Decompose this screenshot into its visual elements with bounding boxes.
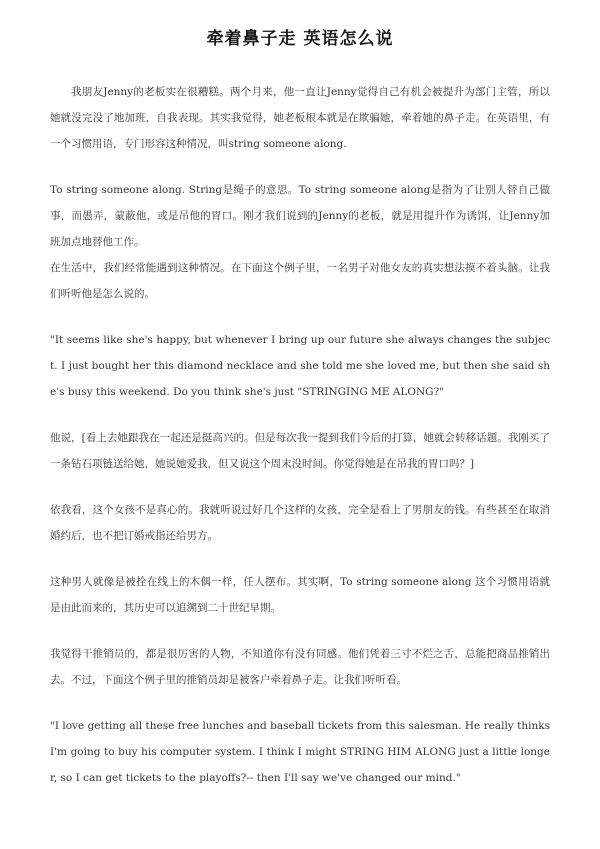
paragraph-origin: 这种男人就像是被拴在线上的木偶一样，任人摆布。其实啊，To string someone along 这个习惯用语就是由此而来的，其历史可以追溯到二十世纪早期。 — [50, 576, 550, 614]
paragraph-translation-1: 他说，[看上去她跟我在一起还是挺高兴的。但是每次我一提到我们今后的打算，她就会转移话题。我刚买了一条钻石项链送给她，她说她爱我，但又说这个周末没时间。你觉得她是在吊我的胃口吗？] — [50, 432, 550, 470]
paragraph-intro: 我朋友Jenny的老板实在很糟糕。两个月来，他一直让Jenny觉得自己有机会被提升为部门主管，所以她就没完没了地加班，自我表现。其实我觉得，她老板根本就是在欺骗她，牵着她的鼻子走。在英语里，有一个习惯用语，专门形容这种情况，叫string someone along. — [50, 86, 550, 150]
paragraph-definition: To string someone along. String是绳子的意思。To string someone along是指为了让别人替自己做事，而愚弄，蒙蔽他，或是吊他的胃口。刚才我们说到的Jenny的老板，就是用提升作为诱饵，让Jenny加班加点地替他工作。 — [50, 184, 550, 248]
article-title: 牵着鼻子走 英语怎么说 — [206, 29, 394, 49]
paragraph-example-quote-2: "I love getting all these free lunches and baseball tickets from this salesman. He really thinks I'm going to buy his computer system. I think I might STRING HIM ALONG just a little longer, so I can get tickets to the playoffs?-- then I'll say we've changed our mind." — [50, 720, 550, 784]
paragraph-example-quote-1: "It seems like she's happy, but whenever I bring up our future she always changes the subject. I just bought her this diamond necklace and she told me she loved me, but then she said she's busy this weekend. Do you think she's just "STRINGING ME ALONG?" — [50, 334, 550, 398]
paragraph-commentary: 依我看，这个女孩不是真心的。我就听说过好几个这样的女孩，完全是看上了男朋友的钱。有些甚至在取消婚约后，也不把订婚戒指还给男方。 — [50, 504, 550, 542]
paragraph-example-intro: 在生活中，我们经常能遇到这种情况。在下面这个例子里，一名男子对他女友的真实想法摸不着头脑。让我们听听他是怎么说的。 — [50, 262, 550, 300]
paragraph-salesman: 我觉得干推销员的，都是很厉害的人物，不知道你有没有同感。他们凭着三寸不烂之舌，总能把商品推销出去。不过，下面这个例子里的推销员却是被客户牵着鼻子走。让我们听听看。 — [50, 648, 550, 686]
